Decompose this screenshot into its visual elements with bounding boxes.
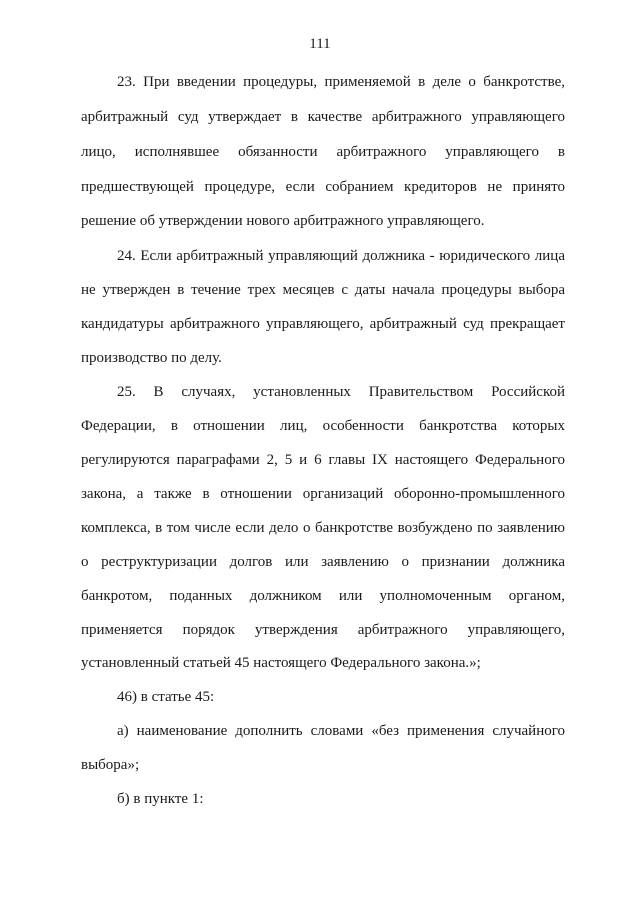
text-line: лицо, исполнявшее обязанности арбитражного управляющего в [81, 144, 565, 160]
text-line: 24. Если арбитражный управляющий должника - юридического лица [117, 248, 565, 264]
text-line: производство по делу. [81, 350, 222, 366]
page-number: 111 [309, 36, 331, 52]
text-line: комплекса, в том числе если дело о банкротстве возбуждено по заявлению [81, 520, 565, 536]
text-line: установленный статьей 45 настоящего Федерального закона.»; [81, 655, 481, 671]
text-line: не утвержден в течение трех месяцев с даты начала процедуры выбора [81, 282, 565, 298]
text-line: решение об утверждении нового арбитражного управляющего. [81, 213, 485, 229]
text-line: а) наименование дополнить словами «без применения случайного [117, 723, 565, 739]
text-line: Федерации, в отношении лиц, особенности банкротства которых [81, 418, 565, 434]
text-line: 46) в статье 45: [117, 689, 215, 705]
text-line: арбитражный суд утверждает в качестве арбитражного управляющего [81, 109, 565, 125]
text-line: закона, а также в отношении организаций оборонно-промышленного [81, 486, 565, 502]
text-line: банкротом, поданных должником или уполномоченным органом, [81, 588, 565, 604]
text-line: предшествующей процедуре, если собранием кредиторов не принято [81, 179, 565, 195]
text-line: выбора»; [81, 757, 140, 773]
text-line: б) в пункте 1: [117, 791, 204, 807]
text-line: применяется порядок утверждения арбитражного управляющего, [81, 622, 565, 638]
text-line: регулируются параграфами 2, 5 и 6 главы IX настоящего Федерального [81, 452, 565, 468]
text-line: 25. В случаях, установленных Правительством Российской [117, 384, 565, 400]
text-line: кандидатуры арбитражного управляющего, арбитражный суд прекращает [81, 316, 565, 332]
text-line: 23. При введении процедуры, применяемой в деле о банкротстве, [117, 74, 565, 90]
text-line: о реструктуризации долгов или заявлению о признании должника [81, 554, 565, 570]
